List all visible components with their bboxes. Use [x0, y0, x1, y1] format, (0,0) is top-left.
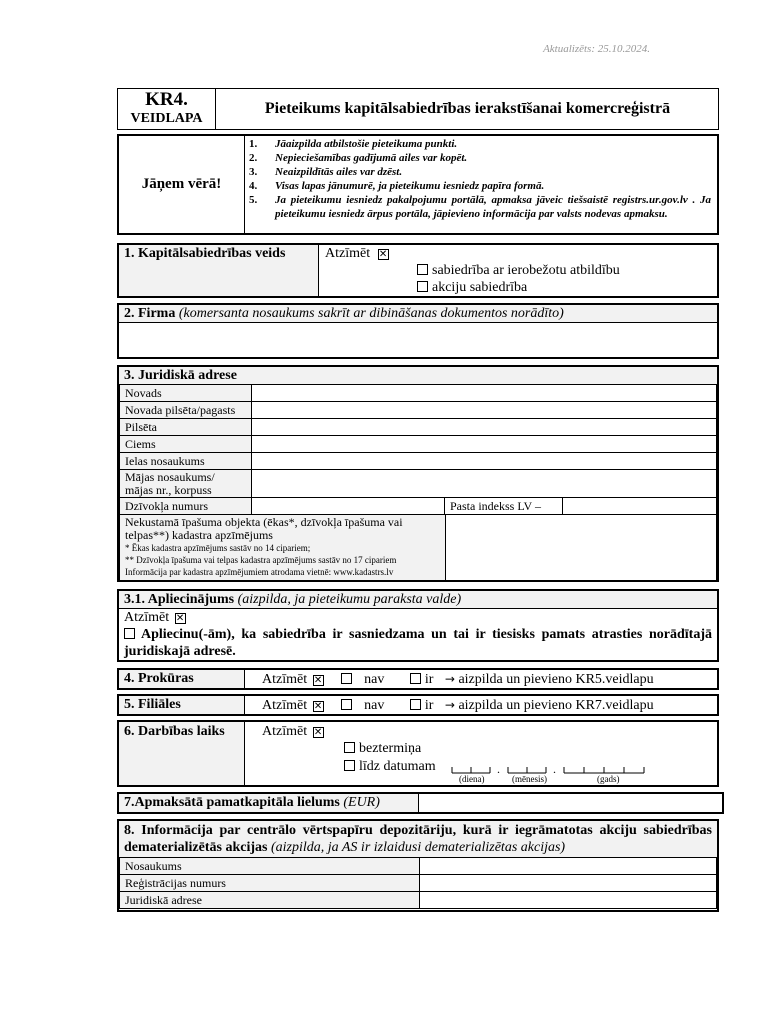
form-title: Pieteikums kapitālsabiedrības ierakstīšanai komercreģistrā	[264, 100, 671, 117]
street-input[interactable]	[252, 453, 717, 470]
flat-input[interactable]	[252, 498, 445, 515]
option-label: nav	[364, 672, 385, 687]
mark-label: Atzīmēt	[325, 246, 371, 261]
notes-box	[117, 134, 719, 235]
novads-input[interactable]	[252, 385, 717, 402]
section-title: 1. Kapitālsabiedrības veids	[124, 246, 286, 261]
list-item	[249, 193, 711, 221]
firm-input[interactable]	[119, 324, 717, 357]
option-jsc[interactable]	[417, 280, 527, 296]
field-label: Novads	[120, 385, 252, 402]
checkbox-icon[interactable]	[417, 281, 428, 292]
field-label: Nosaukums	[120, 858, 420, 875]
item-number: 4.	[249, 180, 258, 192]
section-branches	[117, 694, 719, 716]
confirmation-option[interactable]	[119, 626, 717, 660]
section-title: 4. Prokūras	[124, 671, 194, 686]
svg-text:.: .	[497, 762, 500, 776]
item-number: 5.	[249, 194, 258, 206]
section-title: 3.1. Apliecinājums	[124, 592, 235, 607]
checkbox-x-icon: ✕	[313, 727, 323, 738]
list-item	[249, 151, 711, 165]
cadastre-label	[120, 515, 446, 581]
footnote-1: * Ēkas kadastra apzīmējums sastāv no 14 cipariem;	[125, 543, 311, 553]
depository-name-input[interactable]	[420, 858, 717, 875]
field-label: Novada pilsēta/pagasts	[120, 402, 252, 419]
item-number: 2.	[249, 152, 258, 164]
house-label-2: mājas nr., korpuss	[125, 482, 212, 497]
section-note: (aizpilda, ja AS ir izlaidusi dematerializētas akcijas)	[270, 840, 566, 855]
item-text: Nepieciešamības gadījumā ailes var kopēt.	[275, 152, 468, 164]
date-month-label: (mēnesis)	[512, 774, 547, 784]
item-number: 3.	[249, 166, 258, 178]
list-item	[249, 137, 711, 151]
option-label: akciju sabiedrība	[432, 280, 528, 295]
right-arrow-icon: →	[444, 698, 455, 712]
city-input[interactable]	[252, 419, 717, 436]
village-input[interactable]	[252, 436, 717, 453]
form-subcode: VEIDLAPA	[130, 111, 203, 126]
item-text: Jāaizpilda atbilstošie pieteikuma punkti.	[275, 138, 458, 150]
checkbox-icon[interactable]	[344, 760, 355, 771]
item-text: Neaizpildītās ailes var dzēst.	[275, 166, 403, 178]
unit-label: (EUR)	[343, 795, 380, 810]
house-input[interactable]	[252, 470, 717, 498]
option-no[interactable]	[341, 698, 384, 713]
footnote-3: Informācija par kadastra apzīmējumiem atrodama vietnē: www.kadastrs.lv	[125, 567, 394, 577]
action-text: aizpilda un pievieno KR5.veidlapu	[458, 672, 654, 687]
notes-list	[249, 137, 711, 221]
field-label: Ciems	[120, 436, 252, 453]
checkbox-icon[interactable]	[410, 673, 421, 684]
parish-input[interactable]	[252, 402, 717, 419]
option-label: ir	[424, 672, 434, 687]
list-item	[249, 165, 711, 179]
checkbox-icon[interactable]	[341, 699, 352, 710]
section-title: 8. Informācija par centrālo vērtspapīru depozitāriju, kurā ir iegrāmatotas akciju sabiedrības dematerializētās akcijas	[124, 823, 712, 855]
field-label: Ielas nosaukums	[120, 453, 252, 470]
section-paid-capital	[117, 792, 724, 814]
checkbox-icon[interactable]	[124, 628, 135, 639]
option-label: beztermiņa	[359, 741, 422, 756]
notes-label: Jāņem vērā!	[119, 136, 245, 233]
section-depository	[117, 819, 719, 912]
option-yes[interactable]	[410, 698, 434, 713]
checkbox-x-icon: ✕	[378, 249, 388, 260]
list-item	[249, 179, 711, 193]
field-label: Dzīvokļa numurs	[120, 498, 252, 515]
form-code: KR4.	[145, 89, 188, 110]
field-label: Reģistrācijas numurs	[120, 875, 420, 892]
action-text: aizpilda un pievieno KR7.veidlapu	[458, 698, 654, 713]
option-label: ir	[424, 698, 434, 713]
checkbox-x-icon: ✕	[175, 613, 185, 624]
checkbox-x-icon: ✕	[313, 701, 323, 712]
item-text: Ja pieteikumu iesniedz pakalpojumu portālā, apmaksa jāveic tiešsaistē registrs.ur.gov.lv . Ja pieteikumu iesniedz ārpus portāla, jāpievieno informācija par valsts nodevas apmaksu.	[275, 194, 711, 220]
section-title: 7.Apmaksātā pamatkapitāla lielums	[124, 795, 340, 810]
option-indefinite[interactable]	[344, 740, 421, 758]
date-day-label: (diena)	[459, 774, 485, 784]
cadastre-text-2: telpas**) kadastra apzīmējums	[125, 528, 273, 542]
checkbox-icon[interactable]	[410, 699, 421, 710]
section-note: (aizpilda, ja pieteikumu paraksta valde)	[237, 592, 462, 607]
checkbox-icon[interactable]	[341, 673, 352, 684]
postal-input[interactable]	[563, 498, 717, 515]
depository-regnum-input[interactable]	[420, 875, 717, 892]
checkbox-icon[interactable]	[344, 742, 355, 753]
mark-label: Atzīmēt	[262, 672, 308, 687]
mark-label: Atzīmēt	[124, 610, 170, 625]
section-confirmation	[117, 589, 719, 662]
right-arrow-icon: →	[444, 672, 455, 686]
section-company-type	[117, 243, 719, 298]
cadastre-input[interactable]	[446, 515, 717, 581]
item-text: Visas lapas jānumurē, ja pieteikumu iesniedz papīra formā.	[275, 180, 545, 192]
option-label: līdz datumam	[359, 759, 436, 774]
option-yes[interactable]	[410, 672, 434, 687]
section-title: 2. Firma	[124, 306, 176, 321]
section-title: 3. Juridiskā adrese	[119, 367, 717, 385]
section-firm	[117, 303, 719, 359]
updated-date: Aktualizēts: 25.10.2024.	[543, 43, 650, 55]
field-label: Pilsēta	[120, 419, 252, 436]
svg-text:.: .	[553, 762, 556, 776]
item-number: 1.	[249, 138, 258, 150]
option-label: sabiedrība ar ierobežotu atbildību	[432, 263, 620, 278]
confirmation-text: Apliecinu(-ām), ka sabiedrība ir sasniedzama un tai ir tiesisks pamats atrasties norādītajā juridiskajā adresē.	[124, 627, 712, 659]
mark-label: Atzīmēt	[262, 724, 308, 739]
section-legal-address	[117, 365, 719, 582]
field-label	[120, 470, 252, 498]
date-year-label: (gads)	[597, 774, 620, 784]
option-until-date[interactable]	[344, 758, 436, 776]
option-label: nav	[364, 698, 385, 713]
form-header	[117, 88, 719, 130]
footnote-2: ** Dzīvokļa īpašuma vai telpas kadastra apzīmējums sastāv no 17 cipariem	[125, 555, 397, 565]
capital-input[interactable]	[420, 794, 722, 812]
depository-address-input[interactable]	[420, 892, 717, 909]
mark-label: Atzīmēt	[262, 698, 308, 713]
checkbox-icon[interactable]	[417, 264, 428, 275]
section-duration	[117, 720, 719, 787]
cadastre-text-1: Nekustamā īpašuma objekta (ēkas*, dzīvokļa īpašuma vai	[125, 515, 403, 529]
option-no[interactable]	[341, 672, 384, 687]
checkbox-x-icon: ✕	[313, 675, 323, 686]
option-ltd[interactable]	[417, 263, 620, 279]
section-procurations	[117, 668, 719, 690]
section-note: (komersanta nosaukums sakrīt ar dibināšanas dokumentos norādīto)	[178, 306, 564, 321]
section-title: 6. Darbības laiks	[124, 724, 225, 739]
section-title: 5. Filiāles	[124, 697, 181, 712]
field-label: Juridiskā adrese	[120, 892, 420, 909]
postal-label: Pasta indekss LV –	[445, 498, 563, 515]
house-label-1: Mājas nosaukums/	[125, 469, 215, 484]
